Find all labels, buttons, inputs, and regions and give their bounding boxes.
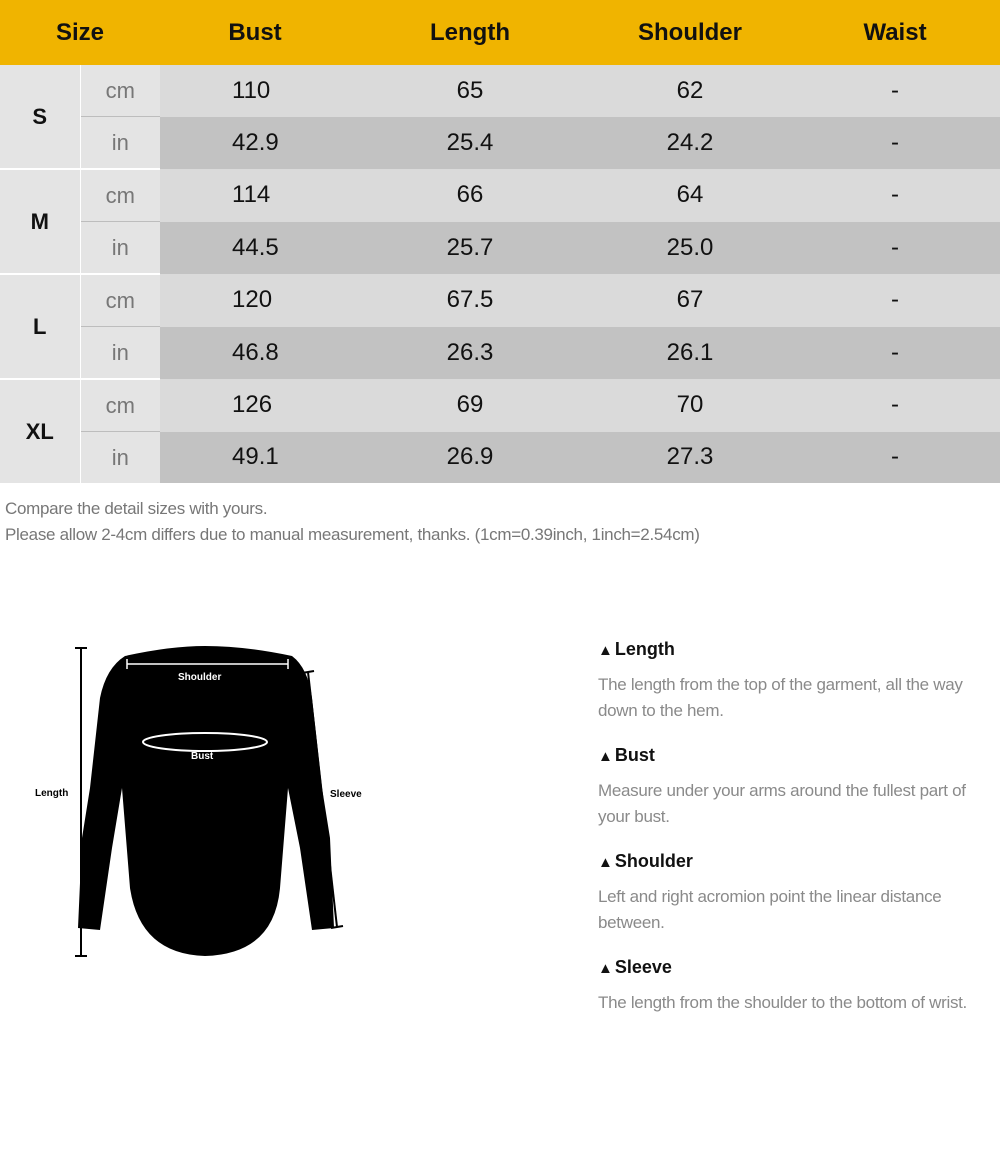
bust-value: 46.8 [160, 327, 350, 380]
size-label: S [0, 65, 80, 169]
measurement-notes [5, 496, 700, 548]
guide-desc-shoulder: Left and right acromion point the linear distance between. [598, 887, 942, 932]
notes-line-compare: Compare the detail sizes with yours. [5, 499, 268, 518]
shoulder-value: 62 [590, 65, 790, 117]
unit-label: in [80, 117, 160, 170]
diagram-label-length: Length [35, 788, 69, 799]
triangle-icon: ▲ [598, 748, 613, 765]
unit-label: in [80, 432, 160, 484]
waist-value: - [790, 432, 1000, 484]
triangle-icon: ▲ [598, 642, 613, 659]
shoulder-value: 27.3 [590, 432, 790, 484]
length-value: 25.7 [350, 222, 590, 275]
guide-desc-sleeve: The length from the shoulder to the bottom of wrist. [598, 993, 967, 1012]
guide-desc-length: The length from the top of the garment, all the way down to the hem. [598, 675, 963, 720]
unit-label: cm [80, 379, 160, 432]
waist-value: - [790, 117, 1000, 170]
shoulder-value: 70 [590, 379, 790, 432]
table-row [0, 117, 1000, 170]
header-size: Size [0, 0, 160, 65]
guide-item-shoulder [598, 844, 998, 936]
table-row [0, 327, 1000, 380]
size-label: M [0, 169, 80, 274]
shoulder-value: 26.1 [590, 327, 790, 380]
length-value: 69 [350, 379, 590, 432]
sweater-illustration [30, 638, 390, 968]
length-value: 26.9 [350, 432, 590, 484]
size-chart-table [0, 0, 1000, 483]
table-row [0, 379, 1000, 432]
waist-value: - [790, 65, 1000, 117]
shoulder-value: 24.2 [590, 117, 790, 170]
triangle-icon: ▲ [598, 854, 613, 871]
table-row [0, 222, 1000, 275]
sweater-silhouette [78, 646, 334, 956]
length-value: 26.3 [350, 327, 590, 380]
waist-value: - [790, 169, 1000, 222]
shoulder-value: 64 [590, 169, 790, 222]
bust-value: 126 [160, 379, 350, 432]
bust-value: 49.1 [160, 432, 350, 484]
unit-label: in [80, 327, 160, 380]
diagram-label-bust: Bust [191, 751, 214, 762]
length-value: 65 [350, 65, 590, 117]
length-value: 25.4 [350, 117, 590, 170]
bust-value: 114 [160, 169, 350, 222]
header-length: Length [350, 0, 590, 65]
table-row [0, 432, 1000, 484]
size-label: L [0, 274, 80, 379]
guide-title-bust: Bust [614, 745, 655, 765]
guide-item-length [598, 632, 998, 724]
diagram-label-sleeve: Sleeve [330, 789, 362, 800]
length-value: 66 [350, 169, 590, 222]
header-bust: Bust [160, 0, 350, 65]
table-row [0, 274, 1000, 327]
header-waist: Waist [790, 0, 1000, 65]
table-row [0, 65, 1000, 117]
diagram-label-shoulder: Shoulder [178, 672, 222, 683]
guide-item-bust [598, 738, 998, 830]
bust-value: 120 [160, 274, 350, 327]
shoulder-value: 25.0 [590, 222, 790, 275]
waist-value: - [790, 274, 1000, 327]
waist-value: - [790, 327, 1000, 380]
table-header-row [0, 0, 1000, 65]
guide-desc-bust: Measure under your arms around the fullest part of your bust. [598, 781, 966, 826]
unit-label: cm [80, 274, 160, 327]
guide-title-length: Length [614, 639, 675, 659]
shoulder-value: 67 [590, 274, 790, 327]
guide-title-sleeve: Sleeve [614, 957, 672, 977]
guide-item-sleeve [598, 950, 998, 1016]
length-value: 67.5 [350, 274, 590, 327]
garment-diagram [30, 638, 390, 968]
table-row [0, 169, 1000, 222]
bust-value: 42.9 [160, 117, 350, 170]
measurement-guide [598, 632, 998, 1030]
bust-value: 110 [160, 65, 350, 117]
triangle-icon: ▲ [598, 960, 613, 977]
unit-label: in [80, 222, 160, 275]
notes-line-tolerance: Please allow 2-4cm differs due to manual measurement, thanks. (1cm=0.39inch, 1inch=2.54cm) [5, 525, 700, 544]
size-label: XL [0, 379, 80, 483]
header-shoulder: Shoulder [590, 0, 790, 65]
unit-label: cm [80, 65, 160, 117]
waist-value: - [790, 379, 1000, 432]
unit-label: cm [80, 169, 160, 222]
guide-title-shoulder: Shoulder [614, 851, 693, 871]
waist-value: - [790, 222, 1000, 275]
bust-value: 44.5 [160, 222, 350, 275]
